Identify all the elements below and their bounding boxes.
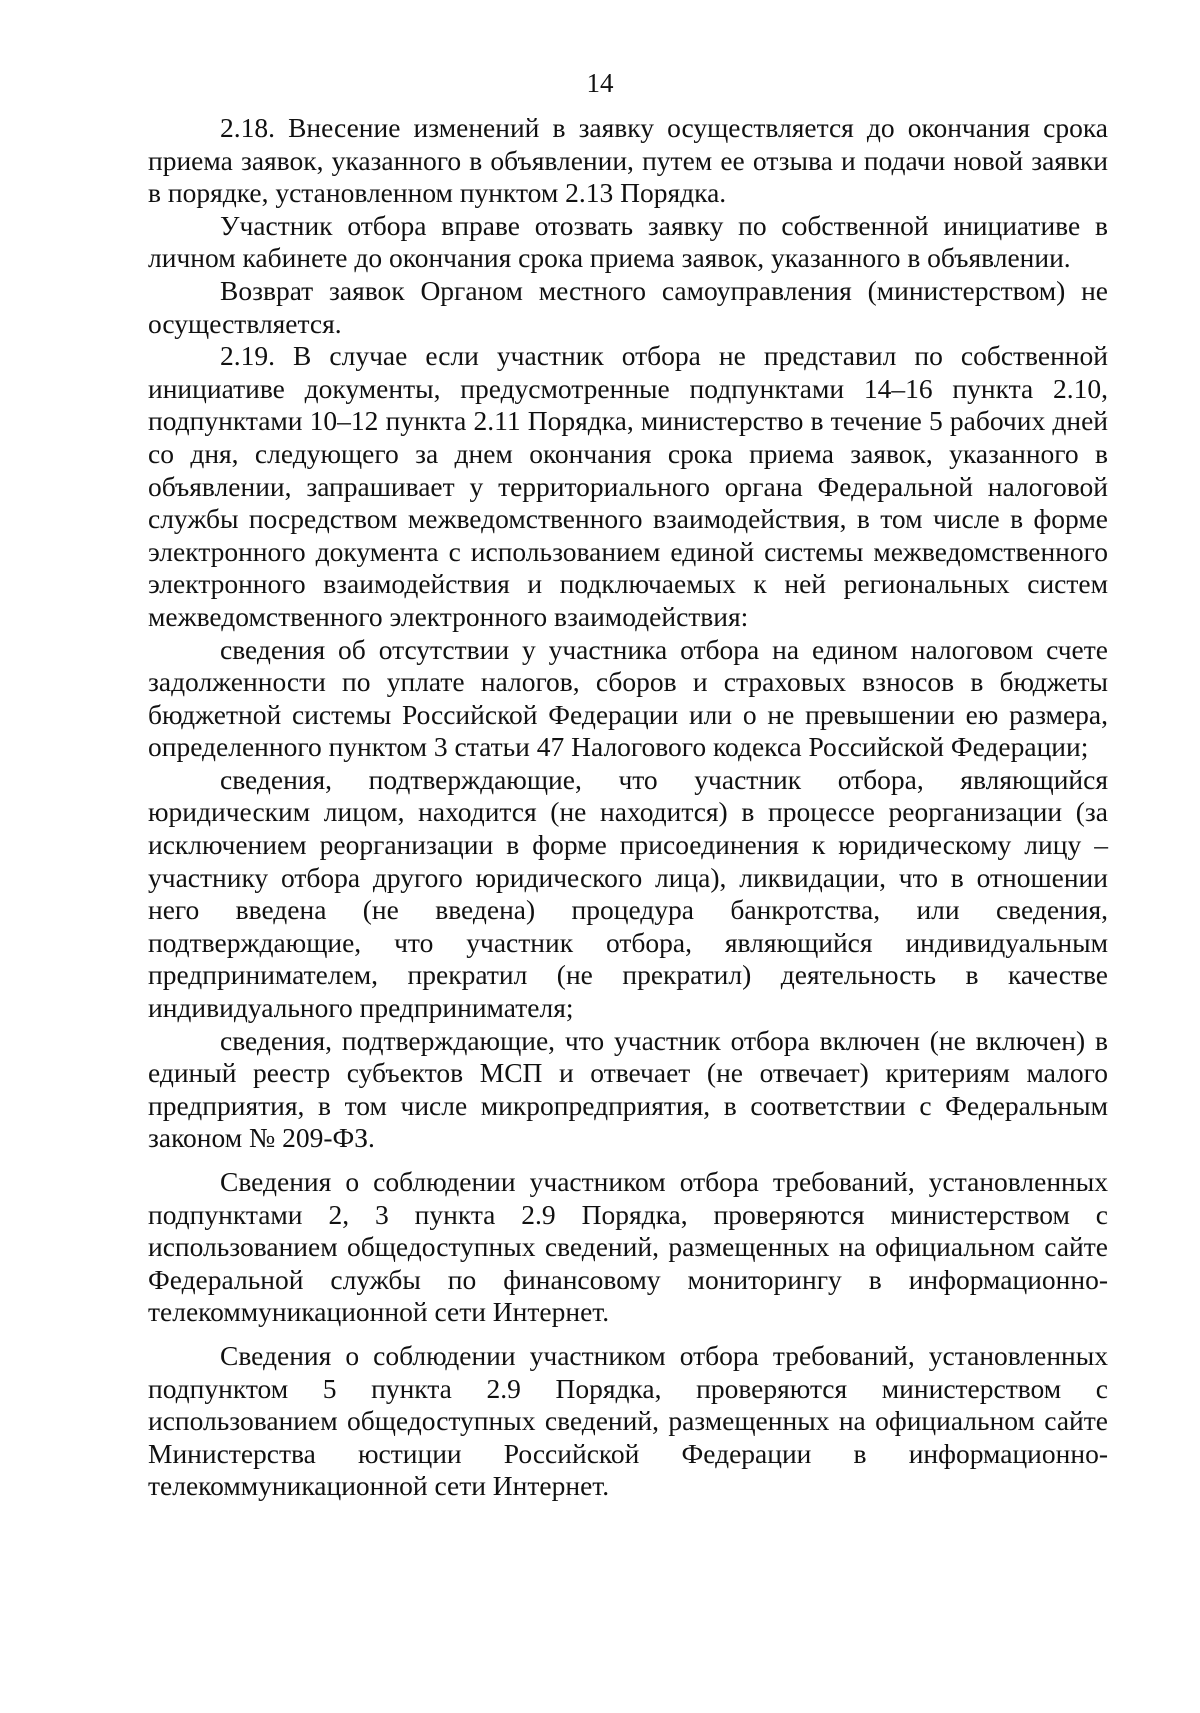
paragraph-withdraw-application: Участник отбора вправе отозвать заявку по собственной инициативе в личном кабинете до окончания срока приема заявок, указанного в объявлении. <box>148 209 1108 274</box>
page-number: 14 <box>586 68 614 98</box>
paragraph-justice-ministry-check: Сведения о соблюдении участником отбора требований, установленных подпунктом 5 пункта 2.9 Порядка, проверяются министерством с использованием общедоступных сведений, размещенных на официальном сайте Министерства юстиции Российской Федерации в информационно-телекоммуникационной сети Интернет. <box>148 1339 1108 1502</box>
paragraph-sme-registry-info: сведения, подтверждающие, что участник отбора включен (не включен) в единый реестр субъектов МСП и отвечает (не отвечает) критериям малого предприятия, в том числе микропредприятия, в соответствии с Федеральным законом № 209-ФЗ. <box>148 1024 1108 1154</box>
paragraph-financial-monitoring-check: Сведения о соблюдении участником отбора требований, установленных подпунктами 2, 3 пункта 2.9 Порядка, проверяются министерством с использованием общедоступных сведений, размещенных на официальном сайте Федеральной службы по финансовому мониторингу в информационно-телекоммуникационной сети Интернет. <box>148 1166 1108 1328</box>
paragraph-2-18: 2.18. Внесение изменений в заявку осуществляется до окончания срока приема заявок, указанного в объявлении, путем ее отзыва и подачи новой заявки в порядке, установленном пунктом 2.13 Порядка. <box>148 112 1108 209</box>
document-body <box>148 112 1108 1503</box>
paragraph-return-applications: Возврат заявок Органом местного самоуправления (министерством) не осуществляется. <box>148 274 1108 339</box>
paragraph-tax-debt-info: сведения об отсутствии у участника отбора на едином налоговом счете задолженности по уплате налогов, сборов и страховых взносов в бюджеты бюджетной системы Российской Федерации или о не превышении ею размера, определенного пунктом 3 статьи 47 Налогового кодекса Российской Федерации; <box>148 633 1108 763</box>
paragraph-2-19: 2.19. В случае если участник отбора не представил по собственной инициативе документы, предусмотренные подпунктами 14–16 пункта 2.10, подпунктами 10–12 пункта 2.11 Порядка, министерство в течение 5 рабочих дней со дня, следующего за днем окончания срока приема заявок, указанного в объявлении, запрашивает у территориального органа Федеральной налоговой службы посредством межведомственного взаимодействия, в том числе в форме электронного документа с использованием единой системы межведомственного электронного взаимодействия и подключаемых к ней региональных систем межведомственного электронного взаимодействия: <box>148 340 1108 632</box>
paragraph-reorganization-info: сведения, подтверждающие, что участник отбора, являющийся юридическим лицом, находится (не находится) в процессе реорганизации (за исключением реорганизации в форме присоединения к юридическому лицу – участнику отбора другого юридического лица), ликвидации, что в отношении него введена (не введена) процедура банкротства, или сведения, подтверждающие, что участник отбора, являющийся индивидуальным предпринимателем, прекратил (не прекратил) деятельность в качестве индивидуального предпринимателя; <box>148 763 1108 1024</box>
